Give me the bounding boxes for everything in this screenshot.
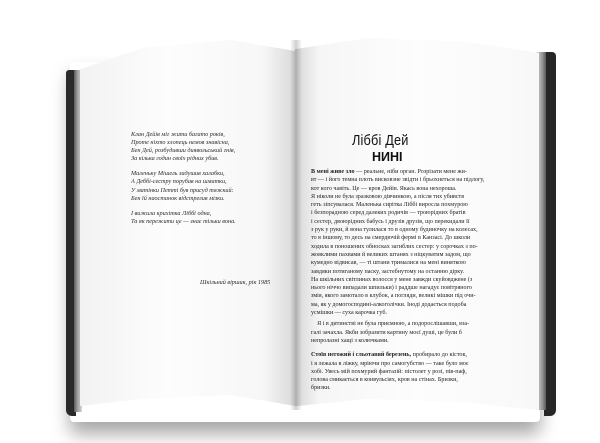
body-paragraph [311,168,521,317]
body-line-text: жовклими пахвами й великих штанях з ніцкуватим задом, що [311,251,471,258]
poem-line: У матінки Петті був присуд тяжкий: [131,186,234,194]
body-line [311,276,521,284]
body-line [311,251,521,259]
body-line [311,376,521,384]
body-line [311,329,521,337]
body-line-text: непролазні хащі з колючками. [311,337,389,344]
body-line-text: бризки. [311,385,331,392]
poem-line: Маленьку Мішель задушив халабки, [131,170,225,178]
poem-line: Клан Дейів міг жити багато років, [131,131,225,138]
body-line [311,351,521,359]
body-paragraph [311,320,521,345]
body-line [311,301,521,309]
poem-line: Бен Дей, розбудивши диявольський гнів, [131,147,236,155]
body-line-text: На шкільних світлинах волосся у мене завжди скуйовджене (з [311,276,473,283]
body-line-text: завдяки потиганому паску, застебнутому на останню дірку. [311,268,465,275]
body-line-text: і безпорадною серед далеких родичів — троюрідних братів [311,210,466,217]
poem-line: За кілька годин своїх рідних убив. [131,155,219,163]
body-line-text: змія, якого замотало в клубок, а погляди, великі мішки під очи- [311,293,476,300]
poem-stanza [131,131,271,163]
body-line [311,259,521,267]
epigraph-poem [131,131,271,233]
body-line-text: геть зіпсувалася. Маленька сирітка Ліббі виросла похмурою [311,202,468,209]
body-line [311,218,521,226]
poem-stanza [131,210,271,226]
body-paragraph [311,351,521,392]
poem-stanza [131,170,271,202]
body-line-text: вт — і його темна плоть висковзне звідти і брьохнеться на підлогу, [311,177,485,184]
poem-line: Проте ніхто хлопець немов знавісна, [131,139,230,147]
body-line-text: ходила в поношених обносках загиблих сестер: у сорочках з по- [311,243,478,250]
body-line-text: Я ніколи не була зразковою дівчинкою, а після тих убивств [311,193,465,200]
body-line [311,320,521,328]
body-line-text: галі зачахла. Якби зобразити картину моєї душі, це були б [311,329,462,336]
chapter-body-text [311,168,521,396]
body-line-text: — реальне, ніби орган. Розрізати мене жи- [354,169,467,175]
body-line-text: і сестер, двоюрідних бабусь і друзів друзів, що перекидали її [311,218,470,225]
body-line [311,185,521,193]
body-line-text: кумедно відвисав, — ті штани трималися на мені виняткою [311,260,466,267]
body-line [311,209,521,217]
epigraph-source: Шкільний віршик, рік 1985 [200,279,271,286]
poem-line: А Деббі-сестру порубав на шматки, [131,178,227,186]
body-line-text: то в іншому, то десь на смердючій фермі в Канзасі. До школи [311,235,471,242]
body-line-text: усмішки — суха карочка губ. [311,310,387,317]
body-line [311,284,521,292]
body-line [311,168,521,176]
body-line [311,337,521,345]
body-line [311,234,521,242]
body-line-text: ма, як у домогосподині-алкоголічки. Іноді додається подоба [311,301,467,308]
paragraph-lead-in: Стоїв негожий і сльотавий березень, [311,352,412,359]
book-gutter [290,40,302,410]
body-line-text: пробирало до кісток, [411,352,467,359]
body-line [311,226,521,234]
body-line [311,268,521,276]
body-line [311,309,521,317]
body-line [311,292,521,300]
body-line [311,243,521,251]
body-line-text: Я і в дитинстві не була приємною, а подорослішавши, вза- [311,321,470,328]
paragraph-lead-in: В мені живе зло [311,169,355,175]
chapter-subtitle: НИНІ [372,150,403,164]
body-line-text: з рук у руки, й вона тулилася то в одному будиночку на колесах, [311,227,478,234]
body-line-text: нього ніччо випадали шпильки) і раддше нагадує повітряного [311,285,472,292]
body-line [311,360,521,368]
body-line [311,176,521,184]
chapter-title: Ліббі Дей [352,132,409,149]
body-line [311,201,521,209]
body-line [311,368,521,376]
body-line-text: хобі. Увесь мій похмурий фантазій: пістолет у розі, пів-паф, [311,368,467,375]
body-line-text: і я лежала в ліжку, мріючи про самогубство — таке було моє [311,360,469,367]
body-line-text: голова смикається в конвульсіях, кров на стінах. Бризки, [311,377,458,384]
body-line [311,384,521,392]
body-line [311,193,521,201]
body-line-text: кот кого чавіть. Це — кров Дейів. Якась вона нехороша. [311,185,457,192]
poem-line: І вижила крихітка Ліббі одна, [131,209,212,217]
poem-line: Та як пережити це — знає тільки вона. [131,217,236,225]
poem-line: Бен їй наостанок відстрелив мізки. [131,194,225,202]
